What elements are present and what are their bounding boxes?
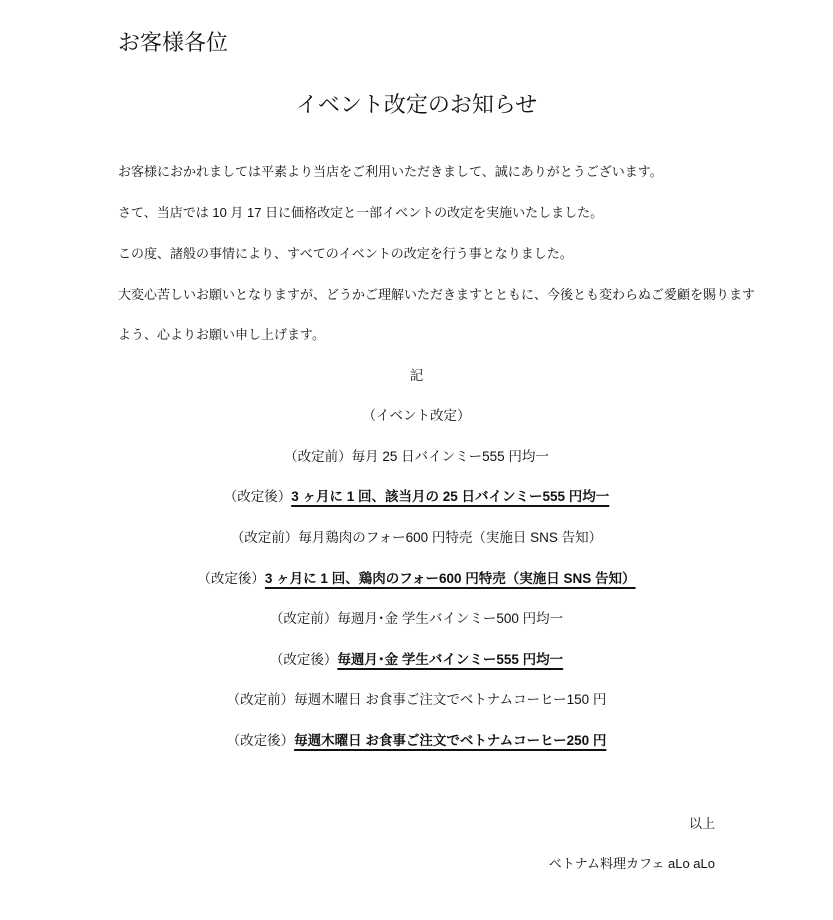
after-label: （改定後） [269,652,338,667]
change-after [0,650,833,670]
after-text: 3 ヶ月に 1 回、該当月の 25 日バインミー555 円均一 [291,489,610,504]
after-label: （改定後） [223,489,292,504]
ki-heading: 記 [409,368,424,383]
paragraph: よう、心よりお願い申し上げます。 [118,327,325,342]
change-before [0,447,833,467]
change-before [0,609,833,629]
signature: ベトナム料理カフェ aLo aLo [548,856,715,871]
before-label: （改定前） [226,692,295,707]
before-label: （改定前） [284,449,352,464]
paragraph: 大変心苦しいお願いとなりますが、どうかご理解いただきますとともに、今後とも変わらぬご愛顧を賜ります [118,287,756,302]
paragraph: さて、当店では 10 月 17 日に価格改定と一部イベントの改定を実施いたしました。 [118,205,604,220]
paragraph: お客様におかれましては平素より当店をご利用いただきまして、誠にありがとうございます。 [118,164,663,179]
change-after [0,731,833,751]
before-text: 毎週月･金 学生バインミー500 円均一 [337,611,564,626]
after-text: 3 ヶ月に 1 回、鶏肉のフォー600 円特売（実施日 SNS 告知） [264,571,636,586]
salutation: お客様各位 [118,30,229,55]
closing: 以上 [688,816,715,831]
change-before [0,528,833,548]
after-label: （改定後） [226,733,295,748]
after-text: 毎週木曜日 お食事ご注文でベトナムコーヒー250 円 [294,733,607,748]
before-text: 毎月 25 日バインミー555 円均一 [351,449,549,464]
paragraph: この度、諸般の事情により、すべてのイベントの改定を行う事となりました。 [118,246,573,261]
after-label: （改定後） [197,571,265,586]
change-before [0,690,833,710]
document-title: イベント改定のお知らせ [295,92,538,117]
change-after [0,569,833,589]
after-text: 毎週月･金 学生バインミー555 円均一 [337,652,564,667]
before-label: （改定前） [230,530,299,545]
section-heading: （イベント改定） [362,408,471,423]
before-text: 毎週木曜日 お食事ご注文でベトナムコーヒー150 円 [294,692,607,707]
change-after [0,487,833,507]
before-label: （改定前） [269,611,338,626]
before-text: 毎月鶏肉のフォー600 円特売（実施日 SNS 告知） [298,530,603,545]
